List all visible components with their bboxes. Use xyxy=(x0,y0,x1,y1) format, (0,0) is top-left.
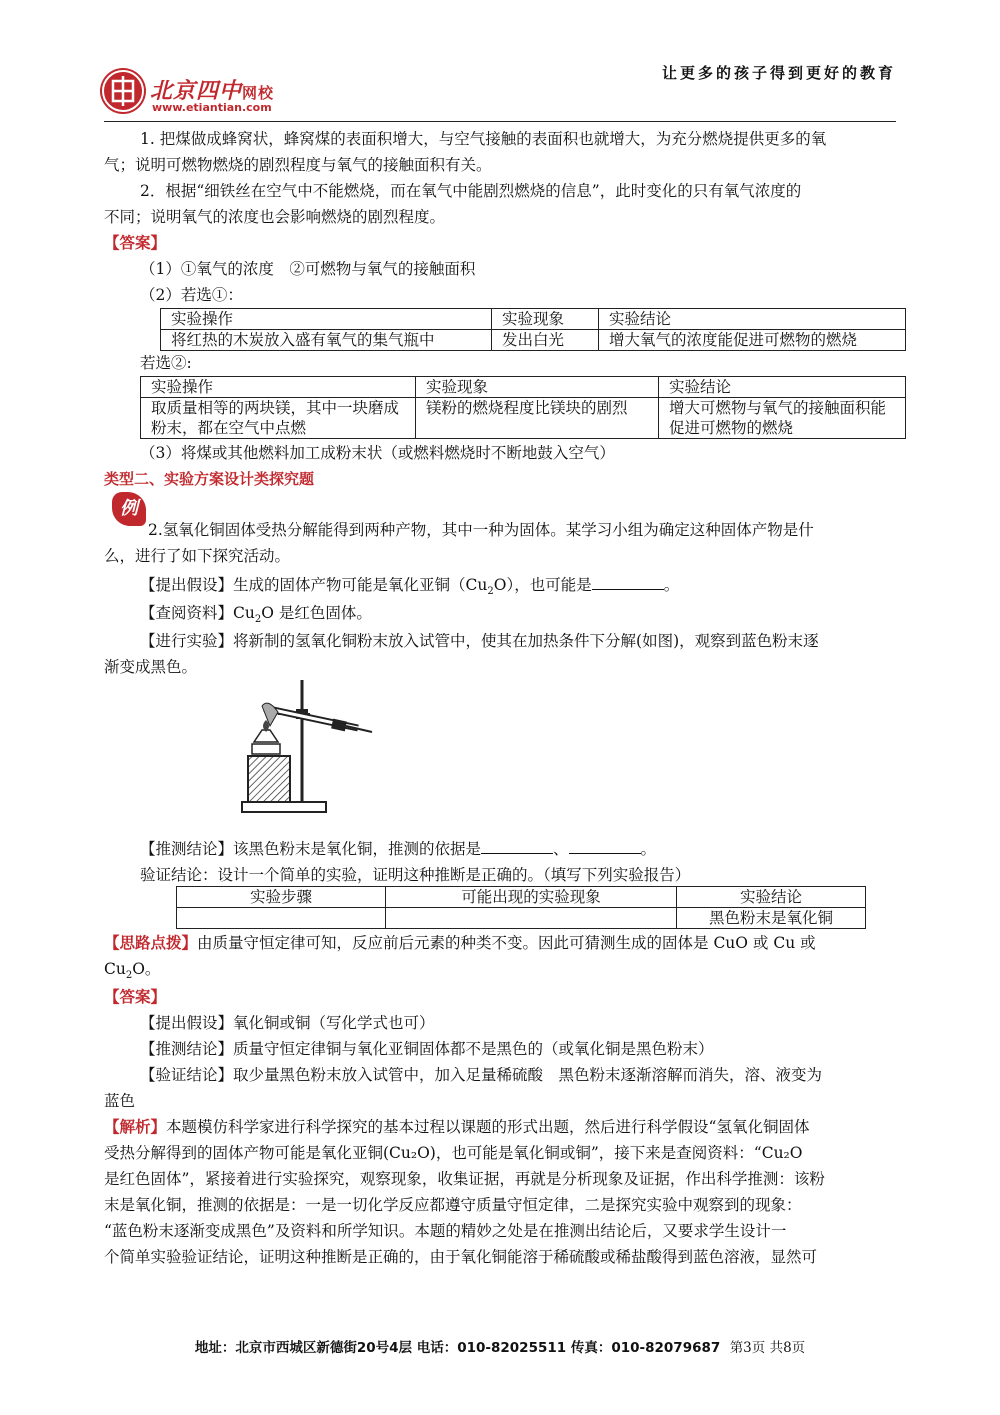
logo-url: www.etiantian.com xyxy=(152,101,272,114)
analysis-line-3: 是红色固体”，紧接着进行实验探究，观察现象，收集证据，再就是分析现象及证据，作出科学推测：该粉 xyxy=(104,1170,825,1188)
table1-header: 实验操作 xyxy=(161,309,492,330)
answer-verify-2: 蓝色 xyxy=(104,1092,136,1110)
verify-instruction: 验证结论：设计一个简单的实验，证明这种推断是正确的。（填写下列实验报告） xyxy=(140,866,691,884)
header-slogan: 让更多的孩子得到更好的教育 xyxy=(661,64,896,82)
table1-cell: 增大氧气的浓度能促进可燃物的燃烧 xyxy=(599,330,906,351)
experiment-table-2 xyxy=(140,376,906,439)
header-divider xyxy=(104,121,896,122)
table3-header: 实验步骤 xyxy=(177,887,386,908)
choose-2: 若选②: xyxy=(140,354,192,372)
answer-inference: 【推测结论】质量守恒定律铜与氧化亚铜固体都不是黑色的（或氧化铜是黑色粉末） xyxy=(140,1040,714,1058)
answer-3: （3）将煤或其他燃料加工成粉末状（或燃料燃烧时不断地鼓入空气） xyxy=(140,444,615,462)
answer-hypothesis: 【提出假设】氧化铜或铜（写化学式也可） xyxy=(140,1014,435,1032)
hint-line: 【思路点拨】由质量守恒定律可知，反应前后元素的种类不变。因此可猜测生成的固体是 CuO 或 Cu 或 xyxy=(104,933,816,952)
example-badge: 例 xyxy=(112,492,146,526)
reference-line: 【查阅资料】$Cu_2O$ 是红色固体。 xyxy=(140,604,372,626)
logo-emblem-icon xyxy=(100,68,146,114)
inference-blank-2 xyxy=(569,839,641,854)
answer2-label: 【答案】 xyxy=(104,987,167,1006)
analysis-line-4: 末是氧化铜，推测的依据是：一是一切化学反应都遵守质量守恒定律，二是探究实验中观察到的现象： xyxy=(104,1196,802,1214)
analysis-line-5: “蓝色粉末逐渐变成黑色”及资料和所学知识。本题的精妙之处是在推测出结论后，又要求学生设计一 xyxy=(104,1222,787,1240)
analysis-line-1: 【解析】本题模仿科学家进行科学探究的基本过程以课题的形式出题，然后进行科学假设“氢氧化铜固体 xyxy=(104,1117,810,1136)
experiment-line-2: 渐变成黑色。 xyxy=(104,658,198,676)
table3-header: 实验结论 xyxy=(677,887,866,908)
answer-label: 【答案】 xyxy=(104,233,167,252)
analysis-line-2: 受热分解得到的固体产物可能是氧化亚铜(Cu₂O)，也可能是氧化铜或铜”，接下来是查阅资料：“Cu₂O xyxy=(104,1144,803,1162)
answer-verify: 【验证结论】取少量黑色粉末放入试管中，加入足量稀硫酸 黑色粉末逐渐溶解而消失，溶、液变为 xyxy=(140,1066,823,1084)
table2-header: 实验操作 xyxy=(141,377,416,398)
experiment-report-table xyxy=(176,886,866,929)
answer-2: （2）若选①： xyxy=(140,286,243,304)
table2-cell: 镁粉的燃烧程度比镁块的剧烈 xyxy=(416,398,659,439)
hypothesis-blank xyxy=(592,575,664,590)
table1-cell: 发出白光 xyxy=(492,330,599,351)
answer-1: （1）①氧气的浓度 ②可燃物与氧气的接触面积 xyxy=(140,260,476,278)
footer-address: 地址：北京市西城区新德街20号4层 电话：010-82025511 传真：010-82079687 xyxy=(194,1340,721,1356)
question-2a: 2.氢氧化铜固体受热分解能得到两种产物，其中一种为固体。某学习小组为确定这种固体产物是什 xyxy=(148,521,814,539)
heating-apparatus-figure xyxy=(240,676,380,816)
paragraph-2a: 2．根据“细铁丝在空气中不能燃烧，而在氧气中能剧烈燃烧的信息”，此时变化的只有氧气浓度的 xyxy=(140,182,802,200)
table2-cell: 取质量相等的两块镁，其中一块磨成粉末，都在空气中点燃 xyxy=(141,398,416,439)
table3-cell-step[interactable] xyxy=(177,908,386,929)
hypothesis-line: 【提出假设】生成的固体产物可能是氧化亚铜$(Cu_2O)$，也可能是 。 xyxy=(140,576,680,598)
page-footer xyxy=(0,1336,1000,1356)
inference-line: 【推测结论】该黑色粉末是氧化铜，推测的依据是 、 。 xyxy=(140,840,657,858)
experiment-table-1 xyxy=(160,308,906,351)
section-heading: 类型二、实验方案设计类探究题 xyxy=(104,470,315,488)
table3-cell-phenomenon[interactable] xyxy=(386,908,677,929)
experiment-line: 【进行实验】将新制的氢氧化铜粉末放入试管中，使其在加热条件下分解(如图)，观察到蓝色粉末逐 xyxy=(140,632,819,650)
hint-line-2: $Cu_2O$。 xyxy=(104,960,161,982)
inference-blank-1 xyxy=(481,839,553,854)
table2-header: 实验结论 xyxy=(659,377,906,398)
table2-cell: 增大可燃物与氧气的接触面积能促进可燃物的燃烧 xyxy=(659,398,906,439)
question-2b: 么，进行了如下探究活动。 xyxy=(104,547,291,565)
table3-header: 可能出现的实验现象 xyxy=(386,887,677,908)
logo-name: 北京四中网校 xyxy=(150,78,275,104)
table1-header: 实验结论 xyxy=(599,309,906,330)
paragraph-2b: 不同；说明氧气的浓度也会影响燃烧的剧烈程度。 xyxy=(104,208,446,226)
page-number: 第3页 共8页 xyxy=(729,1340,806,1356)
analysis-line-6: 个简单实验验证结论，证明这种推断是正确的，由于氧化铜能溶于稀硫酸或稀盐酸得到蓝色溶液，显然可 xyxy=(104,1248,818,1266)
paragraph-1a: 1. 把煤做成蜂窝状，蜂窝煤的表面积增大，与空气接触的表面积也就增大，为充分燃烧提供更多的氧 xyxy=(140,130,827,148)
paragraph-1b: 气；说明可燃物燃烧的剧烈程度与氧气的接触面积有关。 xyxy=(104,156,492,174)
table1-cell: 将红热的木炭放入盛有氧气的集气瓶中 xyxy=(161,330,492,351)
table3-cell-conclusion: 黑色粉末是氧化铜 xyxy=(677,908,866,929)
table1-header: 实验现象 xyxy=(492,309,599,330)
table2-header: 实验现象 xyxy=(416,377,659,398)
